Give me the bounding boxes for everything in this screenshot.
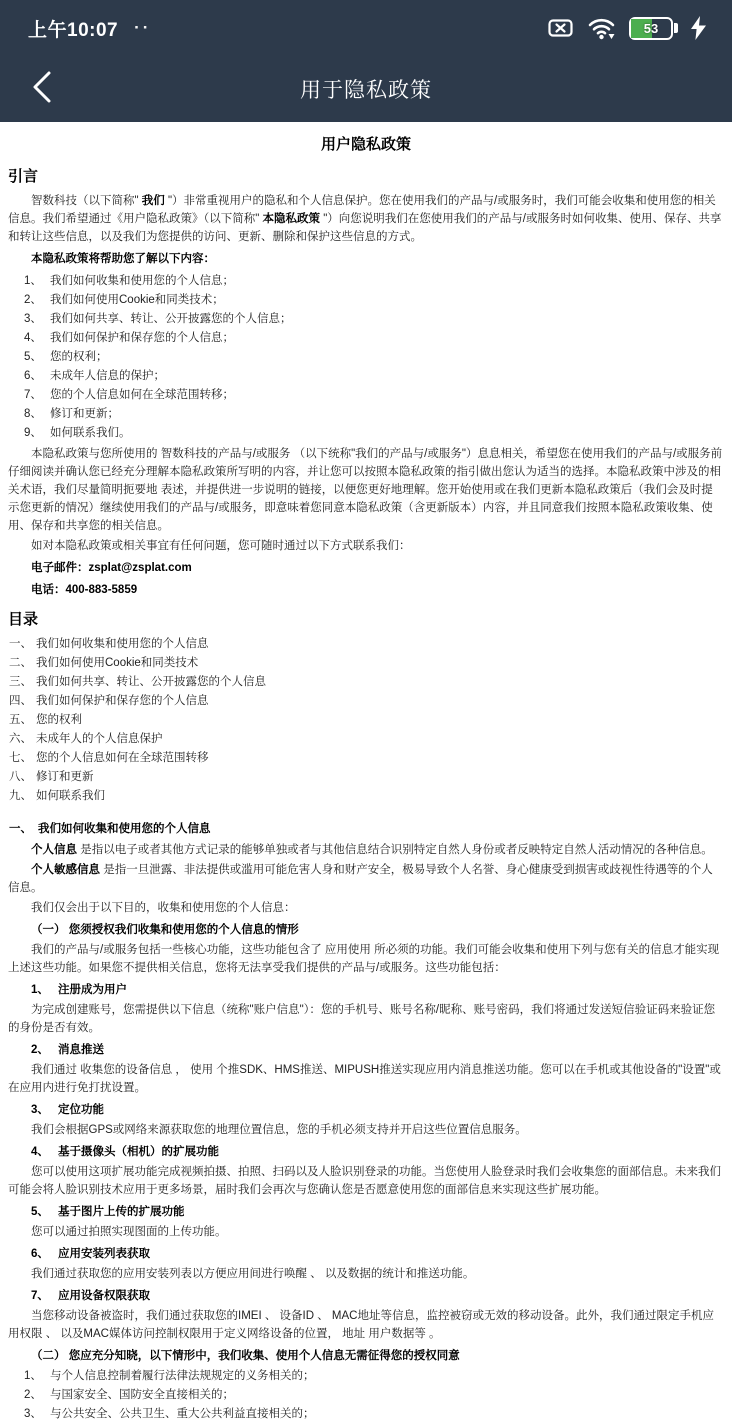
item-number: 9、 xyxy=(24,427,42,439)
item-number: 6、 xyxy=(31,1248,49,1260)
bold-paragraph: 电话：400-883-5859 xyxy=(31,584,138,596)
toc-item: 三、 我们如何共享、转让、公开披露您的个人信息 xyxy=(8,673,724,692)
item-number: 3、 xyxy=(24,1408,42,1420)
item-number: 1、 xyxy=(31,984,49,996)
list-item: 5、 您的权利； xyxy=(8,348,724,367)
document-title: 用户隐私政策 xyxy=(320,136,411,153)
item-number: 四、 xyxy=(9,695,32,707)
battery-icon xyxy=(629,17,678,40)
item-number: 2、 xyxy=(31,1044,49,1056)
paragraph: 您可以使用这项扩展功能完成视频拍摄、拍照、扫码以及人脸识别登录的功能。当您使用人脸登录时我们会收集您的面部信息。未来我们可能会将人脸识别技术应用于更多场景，届时我们会再次与您确认您是否愿意使用您的面部信息来实现这些扩展功能。 xyxy=(8,1166,721,1196)
item-number: 5、 xyxy=(31,1206,49,1218)
no-sim-icon xyxy=(547,16,574,40)
toc-item: 一、 我们如何收集和使用您的个人信息 xyxy=(8,635,724,654)
bold-paragraph: 电子邮件：zsplat@zsplat.com xyxy=(31,562,192,574)
battery-level: 53 xyxy=(643,20,659,36)
item-number: 七、 xyxy=(9,752,32,764)
item-number: 三、 xyxy=(9,676,32,688)
clock: 上午10:07 xyxy=(28,19,119,41)
status-left xyxy=(28,15,151,42)
toc-item: 九、 如何联系我们 xyxy=(8,787,724,806)
numbered-subheading: 6、 应用安装列表获取 xyxy=(8,1245,724,1263)
clause-heading: （一） 您须授权我们收集和使用您的个人信息的情形 xyxy=(31,924,299,936)
charging-bolt-icon xyxy=(691,16,706,40)
item-number: 6、 xyxy=(24,370,42,382)
item-number: 1、 xyxy=(24,1370,42,1382)
status-icons xyxy=(547,16,706,41)
paragraph: 我们仅会出于以下目的，收集和使用您的个人信息： xyxy=(31,902,296,914)
list-item: 7、 您的个人信息如何在全球范围转移； xyxy=(8,386,724,405)
paragraph: 为完成创建账号，您需提供以下信息（统称"账户信息"）：您的手机号、账号名称/昵称、账号密码，我们将通过发送短信验证码来验证您的身份是否有效。 xyxy=(8,1004,716,1034)
paragraph: 我们会根据GPS或网络来源获取您的地理位置信息，您的手机必须支持并开启这些位置信息服务。 xyxy=(31,1124,527,1136)
list-item: 3、 我们如何共享、转让、公开披露您的个人信息； xyxy=(8,310,724,329)
status-bar xyxy=(0,0,732,56)
numbered-subheading: 7、 应用设备权限获取 xyxy=(8,1287,724,1305)
top-chrome xyxy=(0,0,732,122)
list-item: 4、 我们如何保护和保存您的个人信息； xyxy=(8,329,724,348)
list-item: 1、 与个人信息控制着履行法律法规规定的义务相关的； xyxy=(8,1367,724,1386)
paragraph: 当您移动设备被盗时，我们通过获取您的IMEI 、 设备ID 、 MAC地址等信息，监控被窃或无效的移动设备。此外，我们通过限定手机应用权限 、 以及MAC媒体访问控制权限用于定义网络设备的位置， 地址 用户数据等 。 xyxy=(8,1310,714,1340)
list-item: 2、 与国家安全、国防安全直接相关的； xyxy=(8,1386,724,1405)
back-chevron-icon xyxy=(31,70,53,107)
item-number: 3、 xyxy=(31,1104,49,1116)
paragraph: 智数科技（以下简称" 我们 "）非常重视用户的隐私和个人信息保护。您在使用我们的产品与/或服务时，我们可能会收集和使用您的相关信息。我们希望通过《用户隐私政策》（以下简称" 本隐私政策 "）向您说明我们在您使用我们的产品与/或服务时如何收集、使用、保存、共享和转让这些信息，以及我们为您提供的访问、更新、删除和保护这些信息的方式。 xyxy=(8,195,722,243)
section-heading: 引言 xyxy=(8,168,39,185)
title-bar xyxy=(0,56,732,122)
list-item: 8、 修订和更新； xyxy=(8,405,724,424)
item-number: 4、 xyxy=(24,332,42,344)
item-number: 2、 xyxy=(24,1389,42,1401)
item-number: 4、 xyxy=(31,1146,49,1158)
paragraph: 本隐私政策与您所使用的 智数科技的产品与/或服务 （以下统称"我们的产品与/或服务"）息息相关，希望您在使用我们的产品与/或服务前仔细阅读并确认您已经充分理解本隐私政策所写明的内容，并让您可以按照本隐私政策的指引做出您认为适当的选择。本隐私政策中涉及的相关术语，我们尽量简明扼要地 表述，并提供进一步说明的链接，以便您更好地理解。您开始使用或在我们更新本隐私政策后（我们会及时提示您更新的情况）继续使用我们的产品与/或服务，即意味着您同意本隐私政策（含更新版本）内容，并且同意我们按照本隐私政策收集、使用、保存和共享您的相关信息。 xyxy=(8,448,723,532)
paragraph: 个人敏感信息 是指一旦泄露、非法提供或滥用可能危害人身和财产安全，极易导致个人名誉、身心健康受到损害或歧视性待遇等的个人信息。 xyxy=(8,864,713,894)
toc-item: 五、 您的权利 xyxy=(8,711,724,730)
paragraph: 您可以通过拍照实现图面的上传功能。 xyxy=(31,1226,227,1238)
item-number: 五、 xyxy=(9,714,32,726)
item-number: 1、 xyxy=(24,275,42,287)
toc-item: 八、 修订和更新 xyxy=(8,768,724,787)
paragraph: 如对本隐私政策或相关事宜有任何问题，您可随时通过以下方式联系我们： xyxy=(31,540,411,552)
paragraph: 我们通过 收集您的设备信息 ， 使用 个推SDK、HMS推送、MIPUSH推送实现应用内消息推送功能。您可以在手机或其他设备的"设置"或在应用内进行免打扰设置。 xyxy=(8,1064,721,1094)
toc-item: 六、 未成年人的个人信息保护 xyxy=(8,730,724,749)
page-title: 用于隐私政策 xyxy=(300,79,432,102)
item-number: 3、 xyxy=(24,313,42,325)
list-item: 3、 与公共安全、公共卫生、重大公共利益直接相关的； xyxy=(8,1405,724,1424)
item-number: 2、 xyxy=(24,294,42,306)
item-number: 八、 xyxy=(9,771,32,783)
battery-nub xyxy=(674,23,678,33)
item-number: 一、 xyxy=(9,638,32,650)
numbered-subheading: 4、 基于摄像头（相机）的扩展功能 xyxy=(8,1143,724,1161)
back-button[interactable] xyxy=(18,64,66,112)
numbered-subheading: 1、 注册成为用户 xyxy=(8,981,724,999)
bold-paragraph: 本隐私政策将帮助您了解以下内容： xyxy=(31,253,215,265)
item-number: 六、 xyxy=(9,733,32,745)
chapter-heading: 一、 我们如何收集和使用您的个人信息 xyxy=(8,820,724,838)
wifi-icon xyxy=(587,16,616,41)
item-number: 7、 xyxy=(24,389,42,401)
list-item: 9、 如何联系我们。 xyxy=(8,424,724,443)
item-number: 8、 xyxy=(24,408,42,420)
list-item: 6、 未成年人信息的保护； xyxy=(8,367,724,386)
numbered-subheading: 3、 定位功能 xyxy=(8,1101,724,1119)
item-number: 5、 xyxy=(24,351,42,363)
policy-body[interactable] xyxy=(0,122,732,1424)
numbered-subheading: 2、 消息推送 xyxy=(8,1041,724,1059)
list-item: 2、 我们如何使用Cookie和同类技术； xyxy=(8,291,724,310)
item-number: 一、 xyxy=(9,823,32,835)
numbered-subheading: 5、 基于图片上传的扩展功能 xyxy=(8,1203,724,1221)
item-number: 二、 xyxy=(9,657,32,669)
toc-item: 四、 我们如何保护和保存您的个人信息 xyxy=(8,692,724,711)
notification-dots: ·· xyxy=(134,18,152,37)
paragraph: 我们通过获取您的应用安装列表以方便应用间进行唤醒 、 以及数据的统计和推送功能。 xyxy=(31,1268,475,1280)
item-number: 7、 xyxy=(31,1290,49,1302)
paragraph: 个人信息 是指以电子或者其他方式记录的能够单独或者与其他信息结合识别特定自然人身份或者反映特定自然人活动情况的各种信息。 xyxy=(31,844,713,856)
paragraph: 我们的产品与/或服务包括一些核心功能，这些功能包含了 应用使用 所必须的功能。我们可能会收集和使用下列与您有关的信息才能实现上述这些功能。如果您不提供相关信息，您将无法享受我们提供的产品与/或服务。这些功能包括： xyxy=(8,944,720,974)
list-item: 1、 我们如何收集和使用您的个人信息； xyxy=(8,272,724,291)
toc-item: 二、 我们如何使用Cookie和同类技术 xyxy=(8,654,724,673)
item-number: 九、 xyxy=(9,790,32,802)
section-heading: 目录 xyxy=(8,611,39,628)
clause-heading: （二） 您应充分知晓，以下情形中，我们收集、使用个人信息无需征得您的授权同意 xyxy=(31,1350,460,1362)
toc-item: 七、 您的个人信息如何在全球范围转移 xyxy=(8,749,724,768)
